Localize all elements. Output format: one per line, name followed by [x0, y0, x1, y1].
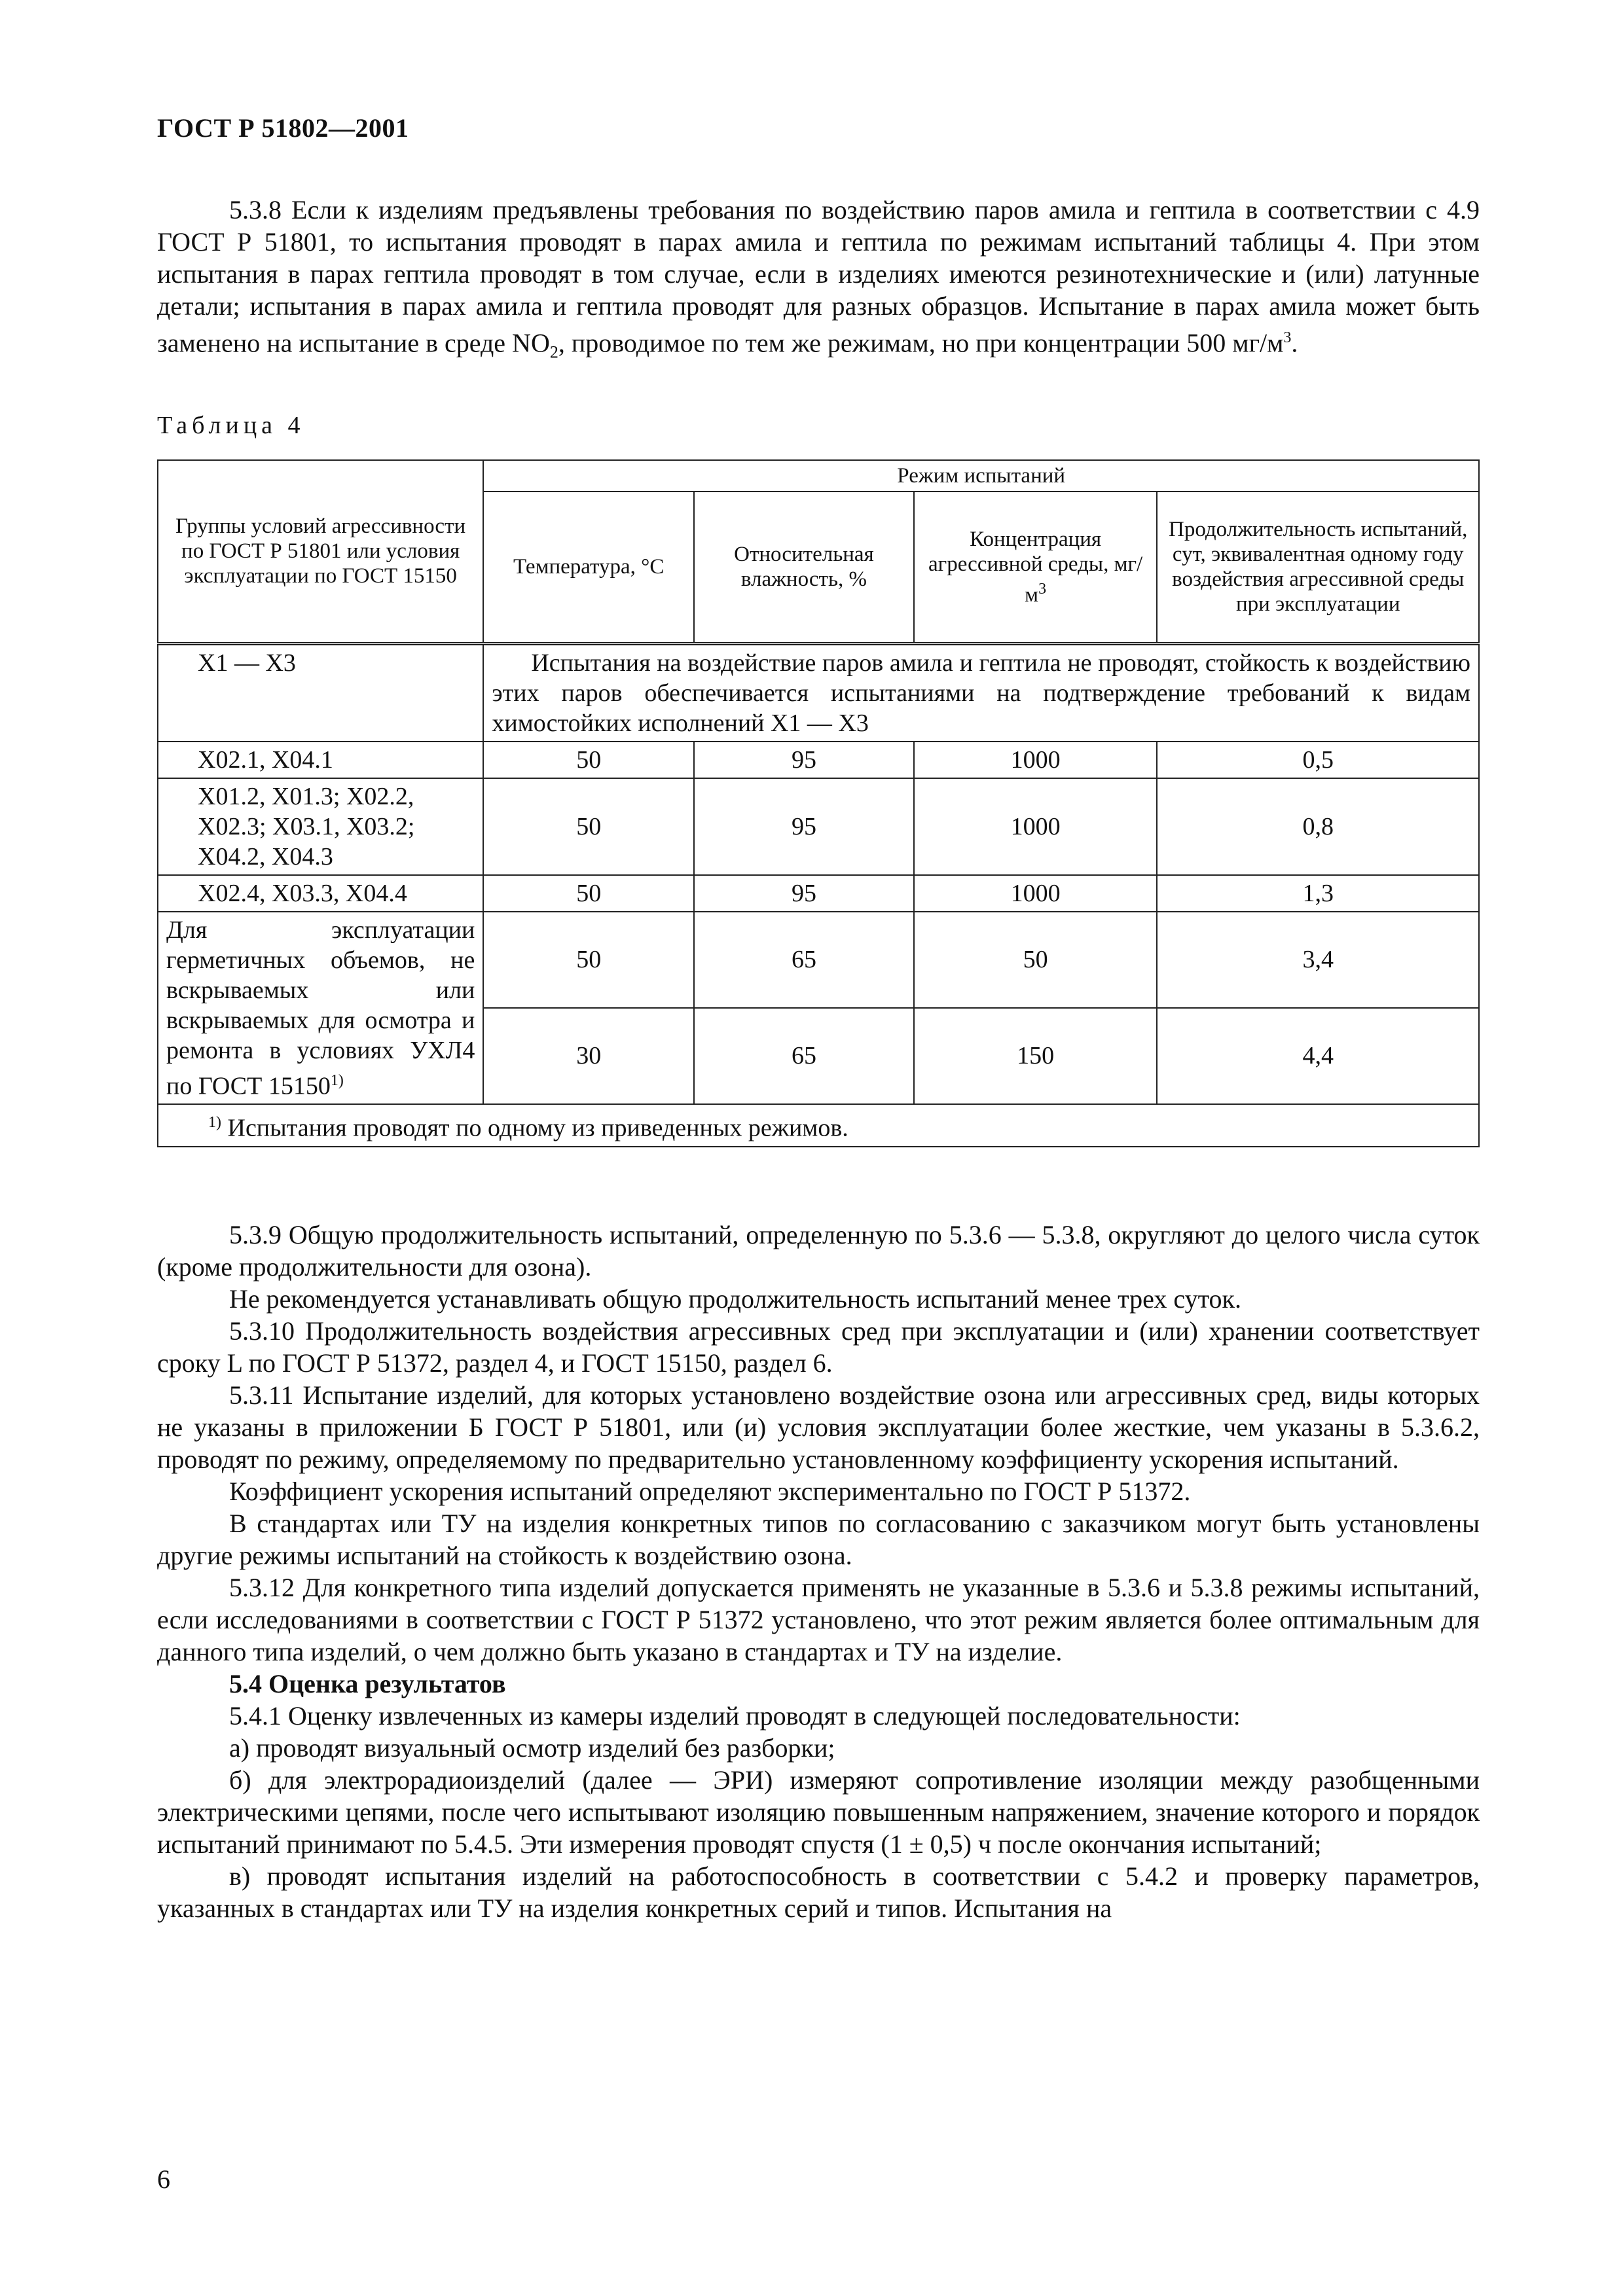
paragraph: 5.3.9 Общую продолжительность испытаний, определенную по 5.3.6 — 5.3.8, округляют до целого числа суток (кроме продолжительности для озона).	[157, 1220, 1480, 1282]
table-row: Х02.1, Х04.1 50 95 1000 0,5	[158, 742, 1479, 778]
table-footnote-row	[158, 1104, 1479, 1147]
paragraph-5-3-8: 5.3.8 Если к изделиям предъявлены требования по воздействию паров амила и гептила в соответствии с 4.9 ГОСТ Р 51801, то испытания проводят в парах амила и гептила по режимам испытаний таблицы 4. При этом испытания в парах гептила проводят в том случае, если в изделиях имеются резинотехнические и (или) латунные детали; испытания в парах амила и гептила проводят для разных образцов. Испытание в парах амила может быть заменено на испытание в среде $NO_2$, проводимое по тем же режимам, но при концентрации 500 $мг/м^3$.	[157, 195, 1480, 362]
table-row: Для эксплуатации герметичных объемов, не вскрываемых или вскрываемых для осмотра и ремонта в условиях УХЛ4 по ГОСТ 15150$^{1)}$ 50 65 50 3,4	[158, 912, 1479, 1008]
header-humidity: Относительная влажность, %	[694, 492, 914, 643]
table-row: 30 65 150 4,4	[158, 1008, 1479, 1104]
header-concentration: Концентрация агрессивной среды, $мг/м^3$	[914, 492, 1158, 643]
paragraph: Коэффициент ускорения испытаний определяют экспериментально по ГОСТ Р 51372.	[229, 1477, 1191, 1506]
row-group-hermetic: Для эксплуатации герметичных объемов, не вскрываемых или вскрываемых для осмотра и ремонта в условиях УХЛ4 по ГОСТ 15150$^{1)}$	[158, 912, 483, 1105]
footnote-text: Испытания проводят по одному из приведенных режимов.	[227, 1114, 848, 1142]
table-4	[157, 459, 1480, 1147]
header-duration: Продолжительность испытаний, сут, эквивалентная одному году воздействия агрессивной среды при эксплуатации	[1157, 492, 1479, 643]
header-group: Группы условий агрессивности по ГОСТ Р 51801 или условия эксплуатации по ГОСТ 15150	[158, 460, 483, 643]
body-text	[157, 1219, 1480, 1924]
table-caption: Таблица 4	[157, 412, 305, 439]
footnote-mark: 1)	[208, 1114, 221, 1132]
header-mode: Режим испытаний	[483, 460, 1479, 492]
table-row: Х02.4, Х03.3, Х04.4 50 95 1000 1,3	[158, 875, 1479, 912]
header-temperature: Температура, °С	[483, 492, 694, 643]
paragraph: 5.3.11 Испытание изделий, для которых установлено воздействие озона или агрессивных сред, виды которых не указаны в приложении Б ГОСТ Р 51801, или (и) условия эксплуатации более жесткие, чем указаны в 5.3.6.2, проводят по режиму, определяемому по предварительно установленному коэффициенту ускорения испытаний.	[157, 1380, 1480, 1474]
row-note: Испытания на воздействие паров амила и гептила не проводят, стойкость к воздействию этих паров обеспечивается испытаниями на подтверждение требований к видам химостойких исполнений Х1 — Х3	[483, 643, 1479, 742]
paragraph: 5.4.1 Оценку извлеченных из камеры изделий проводят в следующей последовательности:	[229, 1701, 1241, 1731]
list-item: б) для электрорадиоизделий (далее — ЭРИ) измеряют сопротивление изоляции между разобщенными электрическими цепями, после чего испытывают изоляцию повышенным напряжением, значение которого и порядок испытаний принимают по 5.4.5. Эти измерения проводят спустя (1 ± 0,5) ч после окончания испытаний;	[157, 1765, 1480, 1859]
paragraph: Не рекомендуется устанавливать общую продолжительность испытаний менее трех суток.	[229, 1284, 1241, 1314]
page-number: 6	[157, 2164, 170, 2194]
table-row: Х1 — Х3 Испытания на воздействие паров амила и гептила не проводят, стойкость к воздействию этих паров обеспечивается испытаниями на подтверждение требований к видам химостойких исполнений Х1 — Х3	[158, 643, 1479, 742]
paragraph: 5.3.10 Продолжительность воздействия агрессивных сред при эксплуатации и (или) хранении соответствует сроку L по ГОСТ Р 51372, раздел 4, и ГОСТ 15150, раздел 6.	[157, 1316, 1480, 1378]
document-header: ГОСТ Р 51802—2001	[157, 113, 409, 143]
paragraph: В стандартах или ТУ на изделия конкретных типов по согласованию с заказчиком могут быть установлены другие режимы испытаний на стойкость к воздействию озона.	[157, 1509, 1480, 1570]
list-item: а) проводят визуальный осмотр изделий без разборки;	[229, 1733, 835, 1763]
paragraph: 5.3.12 Для конкретного типа изделий допускается применять не указанные в 5.3.6 и 5.3.8 режимы испытаний, если исследованиями в соответствии с ГОСТ Р 51372 установлено, что этот режим является более оптимальным для данного типа изделий, о чем должно быть указано в стандартах и ТУ на изделие.	[157, 1573, 1480, 1666]
table-row: Х01.2, Х01.3; Х02.2, Х02.3; Х03.1, Х03.2; Х04.2, Х04.3 50 95 1000 0,8	[158, 778, 1479, 875]
list-item: в) проводят испытания изделий на работоспособность в соответствии с 5.4.2 и проверку параметров, указанных в стандартах или ТУ на изделия конкретных серий и типов. Испытания на	[157, 1861, 1480, 1923]
section-heading: 5.4 Оценка результатов	[229, 1669, 506, 1698]
